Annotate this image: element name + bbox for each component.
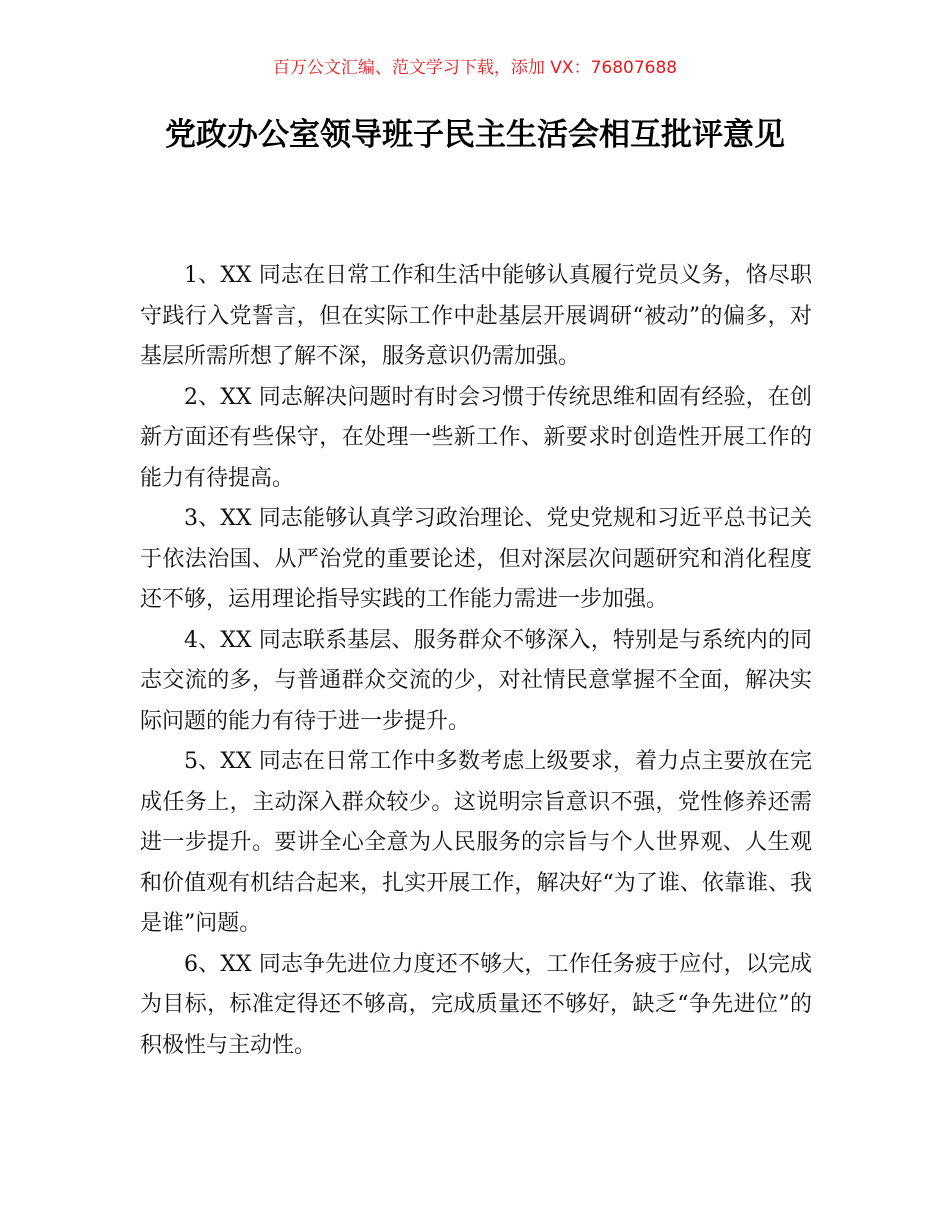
paragraph-3: 3、XX 同志能够认真学习政治理论、党史党规和习近平总书记关于依法治国、从严治党的重要论述，但对深层次问题研究和消化程度还不够，运用理论指导实践的工作能力需进一步加强。 xyxy=(140,506,812,612)
paragraph-1: 1、XX 同志在日常工作和生活中能够认真履行党员义务，恪尽职守践行入党誓言，但在实际工作中赴基层开展调研“被动”的偏多，对基层所需所想了解不深，服务意识仍需加强。 xyxy=(140,263,812,369)
paragraph-2: 2、XX 同志解决问题时有时会习惯于传统思维和固有经验，在创新方面还有些保守，在处理一些新工作、新要求时创造性开展工作的能力有待提高。 xyxy=(140,384,812,491)
paragraph-6: 6、XX 同志争先进位力度还不够大，工作任务疲于应付，以完成为目标，标准定得还不够高，完成质量还不够好，缺乏“争先进位”的积极性与主动性。 xyxy=(140,951,812,1058)
document-body xyxy=(140,256,812,1066)
promo-banner: 百万公文汇编、范文学习下载，添加 VX：76807688 xyxy=(272,58,678,78)
document-title: 党政办公室领导班子民主生活会相互批评意见 xyxy=(165,117,785,153)
paragraph-5: 5、XX 同志在日常工作中多数考虑上级要求，着力点主要放在完成任务上，主动深入群众较少。这说明宗旨意识不强，党性修养还需进一步提升。要讲全心全意为人民服务的宗旨与个人世界观、人生观和价值观有机结合起来，扎实开展工作，解决好“为了谁、依靠谁、我是谁”问题。 xyxy=(140,749,812,936)
paragraph-4: 4、XX 同志联系基层、服务群众不够深入，特别是与系统内的同志交流的多，与普通群众交流的少，对社情民意掌握不全面，解决实际问题的能力有待于进一步提升。 xyxy=(140,627,812,734)
